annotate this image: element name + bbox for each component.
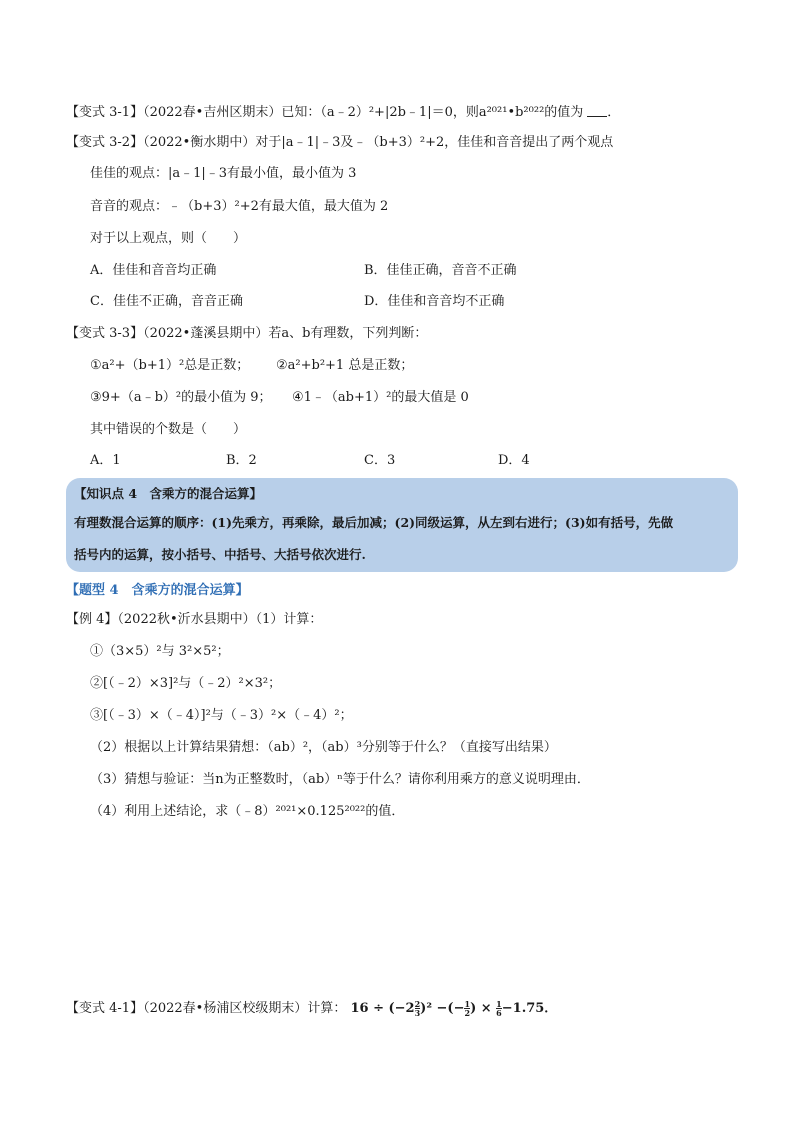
fraction-2-numerator: 1 (464, 999, 471, 1009)
variant-3-3-statement-4: ④1﹣（ab+1）²的最大值是 0 (292, 390, 469, 405)
variant-3-2-option-a: A．佳佳和音音均正确 (90, 263, 217, 278)
fraction-3-numerator: 1 (496, 999, 502, 1009)
example-4-part-4: （4）利用上述结论，求（﹣8）²⁰²¹×0.125²⁰²²的值． (90, 804, 405, 819)
example-4-item-3: ③[（﹣3）×（﹣4）]²与（﹣3）²×（﹣4）²； (90, 708, 353, 723)
example-4-item-1: ①（3×5）²与 3²×5²； (90, 644, 230, 659)
variant-3-3-statement-2: ②a²+b²+1 总是正数； (276, 358, 414, 373)
variant-3-3-option-a: A．1 (90, 453, 121, 468)
expr-part-a: 16 ÷ (−2 (350, 1001, 415, 1016)
expr-part-d: −1.75． (501, 1001, 558, 1016)
topic-heading: 【题型 4 含乘方的混合运算】 (66, 583, 249, 598)
variant-3-3-option-c: C．3 (364, 453, 396, 468)
variant-3-1 (66, 104, 620, 122)
fraction-1-numerator: 2 (414, 999, 421, 1009)
knowledge-point-line-2: 括号内的运算，按小括号、中括号、大括号依次进行. (74, 547, 366, 562)
variant-3-2-question: 对于以上观点，则（ ） (90, 231, 247, 246)
fraction-2-denominator: 2 (464, 1008, 471, 1018)
variant-3-1-suffix: 的值为 (544, 105, 584, 120)
variant-3-1-text: 【变式 3-1】（2022春•吉州区期末）已知：（a﹣2）²+|2b﹣1|＝0，则 (66, 105, 479, 120)
variant-3-3-statement-3: ③9+（a﹣b）²的最小值为 9； (90, 390, 272, 405)
variant-3-1-expression: a²⁰²¹•b²⁰²² (478, 105, 545, 120)
fraction-1-denominator: 3 (414, 1008, 421, 1018)
variant-3-3-option-d: D．4 (498, 453, 530, 468)
variant-3-3-statement-1: ①a²+（b+1）²总是正数； (90, 358, 250, 373)
variant-3-1-end: ． (607, 105, 621, 120)
fraction-3-denominator: 6 (496, 1008, 502, 1018)
variant-3-2-option-d: D．佳佳和音音均不正确 (364, 294, 505, 309)
variant-3-2-stem: 【变式 3-2】（2022•衡水期中）对于|a﹣1|﹣3及﹣（b+3）²+2，佳佳和音音提出了两个观点 (66, 135, 614, 150)
variant-4-1-text: 【变式 4-1】（2022春•杨浦区校级期末）计算： (66, 1001, 347, 1016)
example-4-part-2: （2）根据以上计算结果猜想：（ab）²，（ab）³分别等于什么？（直接写出结果） (90, 740, 557, 755)
variant-4-1-expression (350, 1001, 557, 1016)
variant-3-3-option-b: B．2 (226, 453, 257, 468)
variant-4-1 (66, 1000, 557, 1018)
expr-part-c: ) × (470, 1001, 492, 1016)
knowledge-point-title: 【知识点 4 含乘方的混合运算】 (74, 486, 263, 501)
example-4-stem: 【例 4】（2022秋•沂水县期中）（1）计算： (66, 612, 323, 627)
variant-3-3-stem: 【变式 3-3】（2022•蓬溪县期中）若a、b有理数，下列判断： (66, 326, 428, 341)
variant-3-2-option-b: B．佳佳正确，音音不正确 (364, 263, 517, 278)
variant-3-2-option-c: C．佳佳不正确，音音正确 (90, 294, 243, 309)
answer-blank (587, 104, 607, 117)
variant-3-2-view-jiajia: 佳佳的观点：|a﹣1|﹣3有最小值，最小值为 3 (90, 166, 357, 181)
expr-part-b: )² −(− (420, 1001, 465, 1016)
variant-3-2-view-yinyin: 音音的观点：﹣（b+3）²+2有最大值，最大值为 2 (90, 199, 389, 214)
variant-3-3-question: 其中错误的个数是（ ） (90, 422, 247, 437)
example-4-part-3: （3）猜想与验证：当n为正整数时，（ab）ⁿ等于什么？请你利用乘方的意义说明理由． (90, 772, 590, 787)
knowledge-point-line-1: 有理数混合运算的顺序：(1)先乘方，再乘除，最后加减；(2)同级运算，从左到右进行；(3)如有括号，先做 (74, 515, 674, 530)
example-4-item-2: ②[（﹣2）×3]²与（﹣2）²×3²； (90, 676, 282, 691)
